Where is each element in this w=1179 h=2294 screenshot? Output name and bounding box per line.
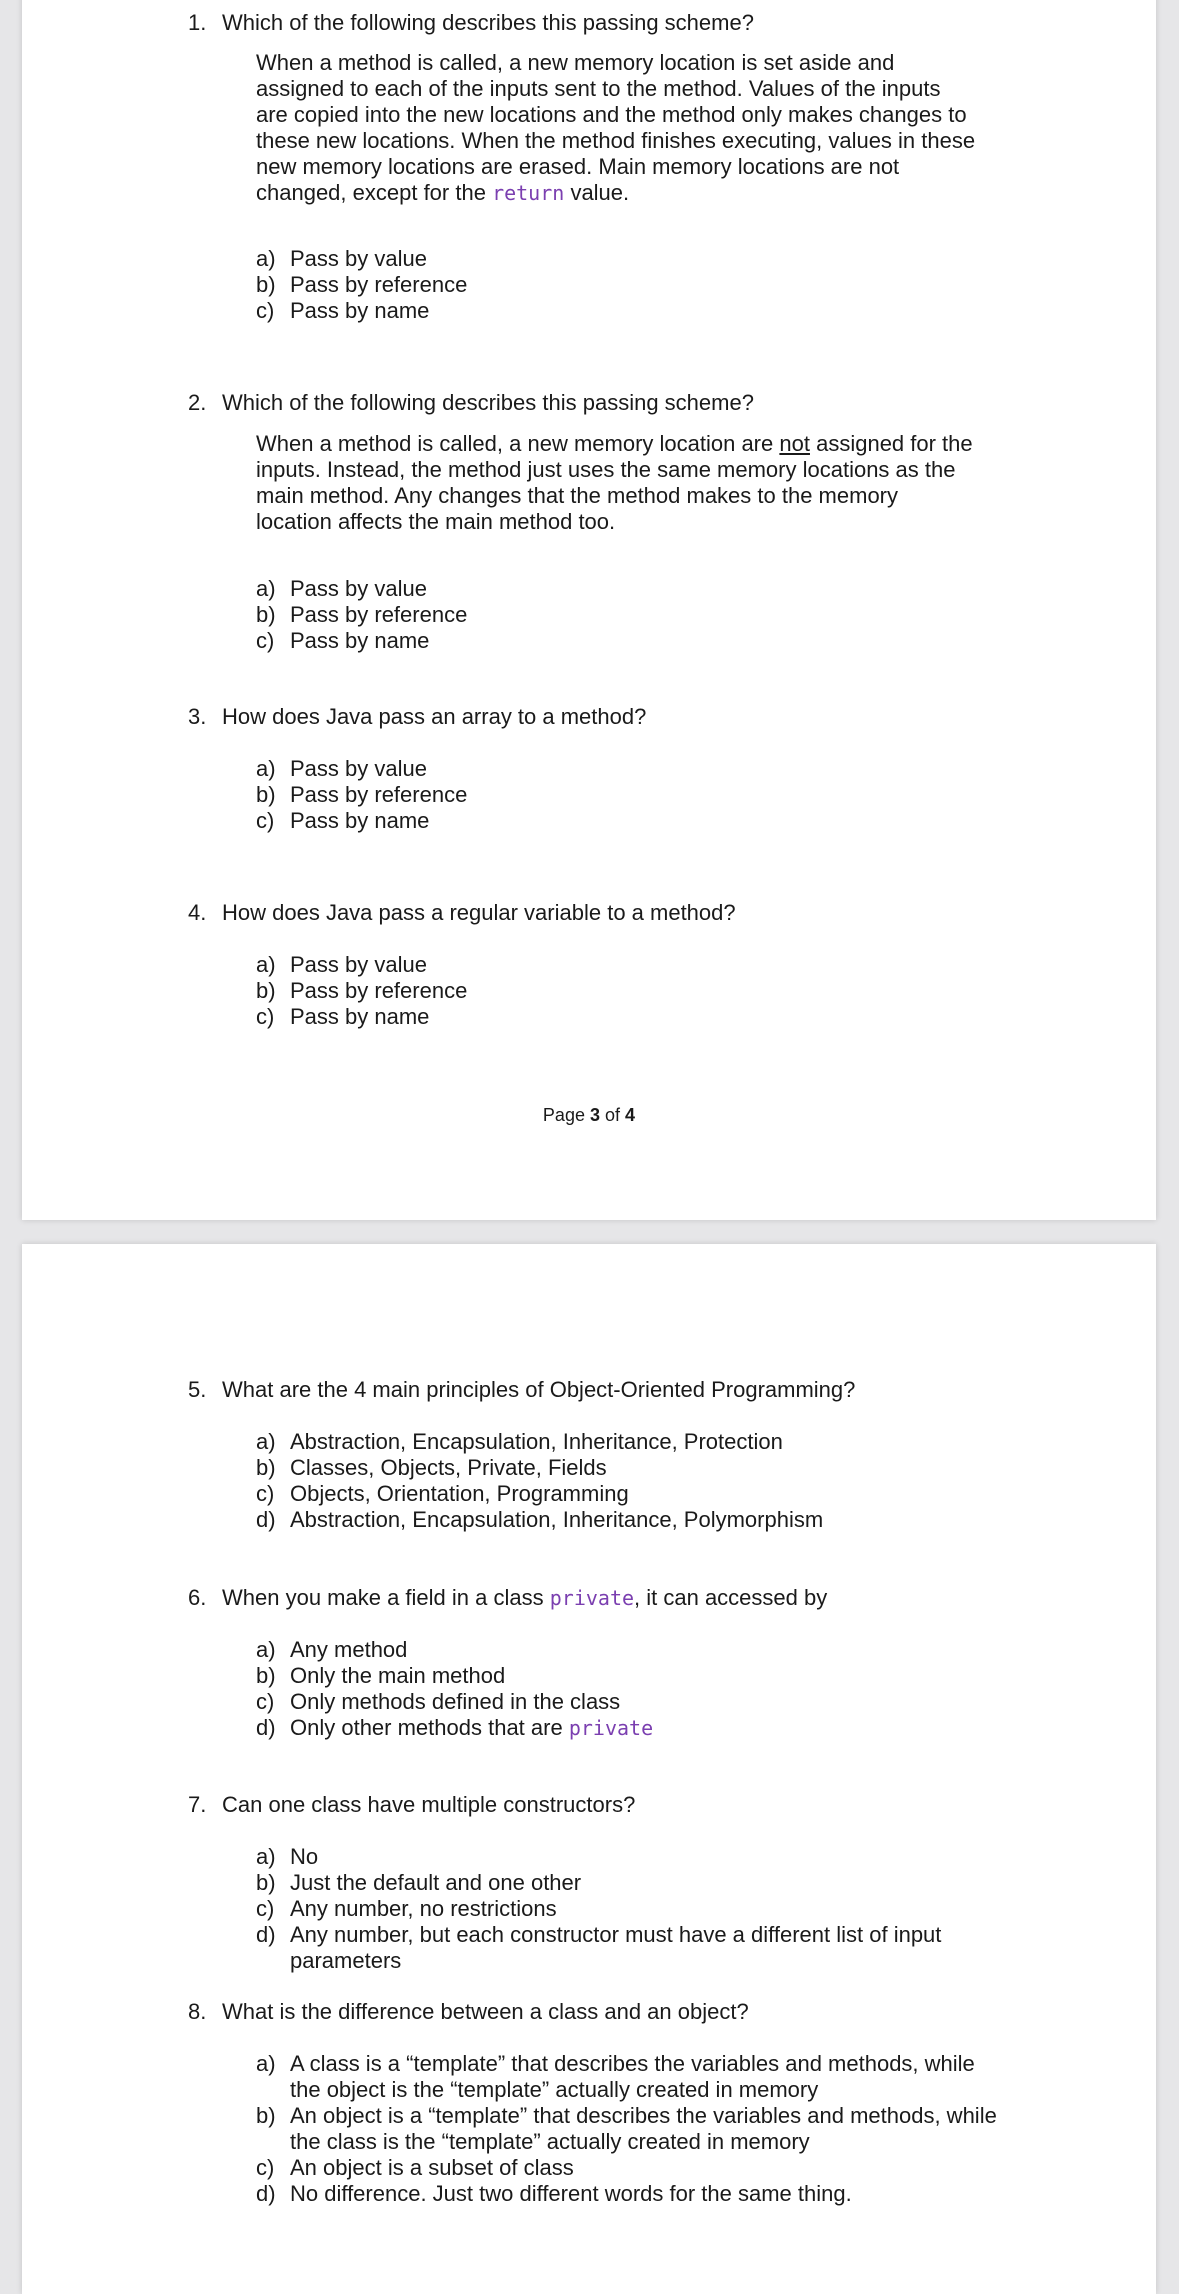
question-text: Which of the following describes this passing scheme? — [222, 10, 754, 35]
option-text: Pass by value — [290, 576, 427, 601]
option-letter: a) — [256, 1637, 276, 1662]
code-keyword: private — [549, 1586, 635, 1610]
option-letter: c) — [256, 628, 275, 653]
code-keyword: private — [568, 1716, 654, 1740]
option-letter: c) — [256, 1896, 275, 1921]
option-text: Abstraction, Encapsulation, Inheritance, Protection — [290, 1429, 783, 1454]
question-1-description — [256, 50, 976, 206]
question-number: 5. — [188, 1377, 207, 1402]
footer-prefix: Page — [542, 1105, 585, 1125]
option-letter: b) — [256, 602, 276, 627]
option-text: Pass by reference — [290, 272, 468, 297]
option-text: Any number, no restrictions — [290, 1896, 557, 1921]
option-text: Pass by name — [290, 808, 430, 833]
description-text: When a method is called, a new memory location is set aside and assigned to each of the inputs sent to the method. Values of the inputs are copied into the new locations and the method only makes changes to these new locations. When the method finishes executing, values in these new memory locations are erased. Main memory locations are not changed, except for the — [256, 50, 976, 205]
question-2-description — [256, 431, 976, 535]
option-text: Classes, Objects, Private, Fields — [290, 1455, 607, 1480]
option-letter: c) — [256, 298, 275, 323]
option-letter: d) — [256, 1507, 276, 1532]
option-text: Only methods defined in the class — [290, 1689, 621, 1714]
option-letter: d) — [256, 1922, 276, 1947]
option-letter: b) — [256, 1663, 276, 1688]
page-3 — [22, 0, 1156, 1220]
option-letter: d) — [256, 2181, 276, 2206]
option-letter: a) — [256, 756, 276, 781]
question-text: Can one class have multiple constructors? — [222, 1792, 636, 1817]
option-letter: a) — [256, 952, 276, 977]
question-number: 1. — [188, 10, 207, 35]
option-text: An object is a subset of class — [290, 2155, 574, 2180]
option-letter: a) — [256, 1429, 276, 1454]
option-text: Any number, but each constructor must have a different list of input parameters — [290, 1922, 942, 1973]
option-letter: a) — [256, 1844, 276, 1869]
question-number: 7. — [188, 1792, 207, 1817]
option-letter: a) — [256, 2051, 276, 2076]
option-letter: c) — [256, 1689, 275, 1714]
option-text-start: Only other methods that are — [290, 1715, 563, 1740]
option-letter: b) — [256, 978, 276, 1003]
option-text: An object is a “template” that describes the variables and methods, while the class is the “template” actually created in memory — [290, 2103, 997, 2154]
option-text — [290, 1715, 653, 1741]
question-number: 8. — [188, 1999, 207, 2024]
question-text: How does Java pass an array to a method? — [222, 704, 647, 729]
option-text: Pass by name — [290, 298, 430, 323]
code-keyword: return — [492, 181, 565, 205]
option-text: Any method — [290, 1637, 408, 1662]
description-text: When a method is called, a new memory location are — [256, 431, 774, 456]
question-text — [222, 1585, 827, 1611]
question-text-end: , it can accessed by — [634, 1585, 828, 1610]
option-letter: b) — [256, 1870, 276, 1895]
footer-of: of — [605, 1105, 621, 1125]
page-4 — [22, 1244, 1156, 2294]
question-text: What is the difference between a class and an object? — [222, 1999, 749, 2024]
underlined-word: not — [779, 431, 810, 456]
option-text: Pass by reference — [290, 602, 468, 627]
question-number: 6. — [188, 1585, 207, 1610]
option-text: Pass by value — [290, 246, 427, 271]
option-letter: a) — [256, 246, 276, 271]
question-text: What are the 4 main principles of Object-Oriented Programming? — [222, 1377, 856, 1402]
description-tail: value. — [570, 180, 630, 205]
option-text: Pass by name — [290, 628, 430, 653]
option-letter: c) — [256, 1481, 275, 1506]
option-text: Pass by reference — [290, 978, 468, 1003]
question-text: How does Java pass a regular variable to a method? — [222, 900, 736, 925]
question-number: 3. — [188, 704, 207, 729]
option-letter: a) — [256, 576, 276, 601]
current-page: 3 — [589, 1105, 600, 1125]
option-text: A class is a “template” that describes the variables and methods, while the object is the “template” actually created in memory — [290, 2051, 975, 2102]
option-letter: b) — [256, 782, 276, 807]
option-letter: c) — [256, 2155, 275, 2180]
option-text: Only the main method — [290, 1663, 506, 1688]
option-text: No difference. Just two different words for the same thing. — [290, 2181, 852, 2206]
option-letter: d) — [256, 1715, 276, 1740]
question-number: 2. — [188, 390, 207, 415]
option-letter: c) — [256, 1004, 275, 1029]
description-tail: assigned for the inputs. Instead, the method just uses the same memory locations as the main method. Any changes that the method makes to the memory location affects the main method too. — [256, 431, 973, 534]
question-text: Which of the following describes this passing scheme? — [222, 390, 754, 415]
total-pages: 4 — [625, 1105, 636, 1125]
option-letter: b) — [256, 272, 276, 297]
question-text-start: When you make a field in a class — [222, 1585, 544, 1610]
option-text: Just the default and one other — [290, 1870, 582, 1895]
option-letter: b) — [256, 1455, 276, 1480]
option-letter: c) — [256, 808, 275, 833]
option-text: Pass by value — [290, 756, 427, 781]
option-text: Pass by value — [290, 952, 427, 977]
question-number: 4. — [188, 900, 207, 925]
option-text: Pass by name — [290, 1004, 430, 1029]
option-text: No — [290, 1844, 319, 1869]
option-text: Objects, Orientation, Programming — [290, 1481, 629, 1506]
option-text: Abstraction, Encapsulation, Inheritance, Polymorphism — [290, 1507, 824, 1532]
option-text: Pass by reference — [290, 782, 468, 807]
page-footer — [22, 1105, 1156, 1126]
option-letter: b) — [256, 2103, 276, 2128]
